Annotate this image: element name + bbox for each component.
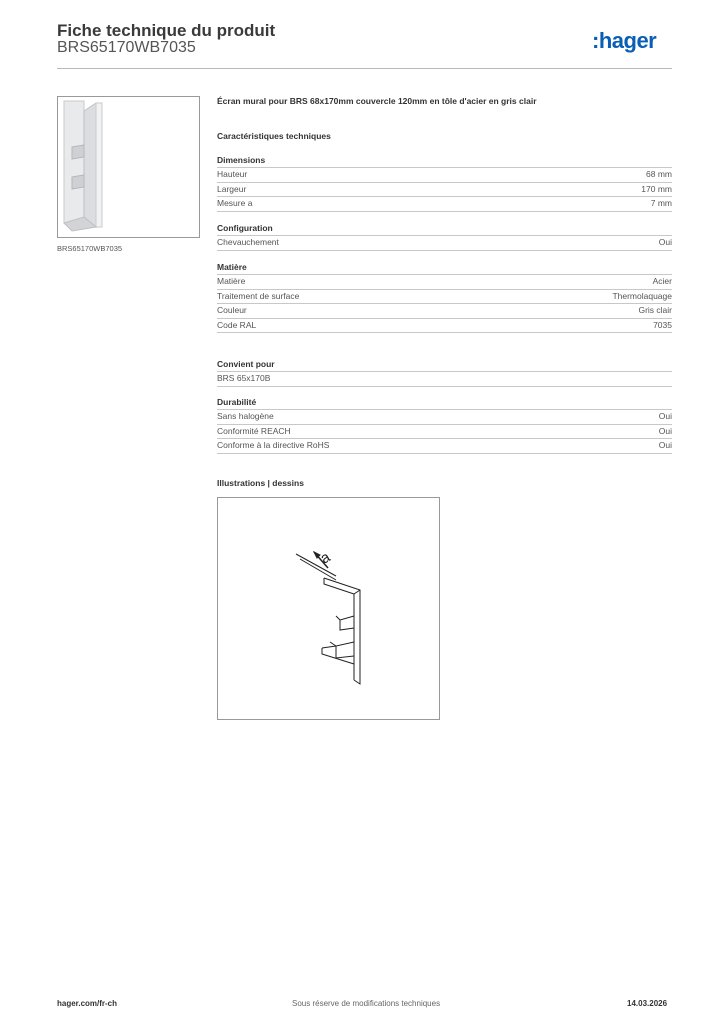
group-title: Durabilité: [217, 397, 672, 410]
spec-row: [217, 275, 672, 290]
spec-value: 68 mm: [646, 169, 672, 179]
group-title: Dimensions: [217, 155, 672, 168]
spec-label: Largeur: [217, 183, 247, 194]
dimension-label-a: a: [317, 548, 334, 568]
spec-value: Thermolaquage: [612, 290, 672, 301]
group-durability: [217, 397, 672, 454]
spec-value: Gris clair: [638, 305, 672, 316]
spec-row: [217, 439, 672, 454]
spec-value: 7 mm: [650, 198, 672, 209]
hager-logo: :hager: [592, 28, 657, 53]
spec-value: Oui: [658, 440, 672, 451]
spec-row: [217, 372, 672, 387]
spec-label: Traitement de surface: [217, 290, 300, 301]
spec-value: Oui: [658, 411, 672, 421]
spec-label: Hauteur: [217, 169, 248, 179]
spec-label: Couleur: [217, 305, 247, 316]
group-material: [217, 262, 672, 333]
technical-drawing-svg: [218, 498, 439, 719]
spec-label: Matière: [217, 276, 246, 286]
footer-notice: Sous réserve de modifications techniques: [292, 999, 441, 1008]
spec-value: 170 mm: [641, 183, 672, 194]
spec-row: [217, 168, 672, 183]
spec-label: Chevauchement: [217, 237, 279, 247]
header-divider: [57, 68, 672, 69]
technical-characteristics-heading: Caractéristiques techniques: [217, 131, 331, 141]
spec-row: [217, 290, 672, 305]
spec-row: [217, 410, 672, 425]
spec-row: [217, 183, 672, 198]
spec-row: [217, 304, 672, 319]
spec-label: Conforme à la directive RoHS: [217, 440, 330, 451]
technical-drawing: [217, 497, 440, 720]
spec-row: [217, 425, 672, 440]
group-title: Convient pour: [217, 359, 672, 372]
spec-value: Oui: [658, 425, 672, 436]
spec-label: BRS 65x170B: [217, 373, 271, 383]
product-code: BRS65170WB7035: [57, 39, 196, 56]
group-configuration: [217, 223, 672, 251]
spec-value: Acier: [652, 276, 672, 286]
footer-date: 14.03.2026: [627, 999, 668, 1008]
page-title: Fiche technique du produit: [57, 21, 276, 40]
footer-website[interactable]: hager.com/fr-ch: [57, 999, 118, 1008]
spec-value: Oui: [658, 237, 672, 247]
product-image-drawing: [58, 97, 199, 237]
group-dimensions: [217, 155, 672, 212]
logo-text: hager: [598, 28, 657, 53]
spec-label: Conformité REACH: [217, 425, 291, 436]
group-title: Configuration: [217, 223, 672, 236]
spec-label: Sans halogène: [217, 411, 274, 421]
spec-label: Mesure a: [217, 198, 253, 209]
image-caption: BRS65170WB7035: [57, 244, 123, 253]
group-title: Matière: [217, 262, 672, 275]
product-description: Écran mural pour BRS 68x170mm couvercle 120mm en tôle d'acier en gris clair: [217, 96, 537, 106]
product-image: [57, 96, 200, 238]
spec-row: [217, 236, 672, 251]
group-suitable-for: [217, 359, 672, 387]
spec-row: [217, 319, 672, 334]
illustrations-heading: Illustrations | dessins: [217, 478, 304, 488]
spec-label: Code RAL: [217, 319, 257, 330]
spec-value: 7035: [653, 319, 672, 330]
spec-row: [217, 197, 672, 212]
